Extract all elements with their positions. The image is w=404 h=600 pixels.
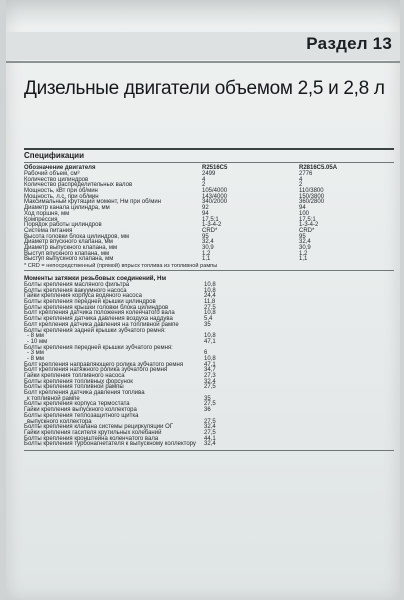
torque-value: 10,8 <box>204 333 216 340</box>
torque-label: Болты крепления задней крышки зубчатого ремня: <box>24 327 166 334</box>
spec-value-1: 17,5:1 <box>202 216 219 223</box>
torque-value: 27,5 <box>204 418 216 425</box>
specifications-table <box>24 148 394 451</box>
spec-label: Количество распределительных валов <box>24 182 133 189</box>
spec-label: Ход поршня, мм <box>24 210 70 217</box>
spec-row <box>24 257 394 263</box>
spec-value-2: 30,9 <box>299 244 311 251</box>
spec-rows <box>24 172 394 263</box>
torque-value: 32,4 <box>204 378 216 385</box>
torque-value: 32,4 <box>204 424 216 431</box>
section-label: Раздел 13 <box>306 34 392 53</box>
spec-value-1: 4 <box>202 176 206 183</box>
torque-value: 27,5 <box>204 429 216 436</box>
spec-label: Высота головки блока цилиндров, мм <box>24 233 130 240</box>
torque-label: Болт крепления натяжного ролика зубчатого ремня <box>24 367 168 374</box>
spec-label: Диаметр канала цилиндра, мм <box>24 205 110 212</box>
torque-heading: Моменты затяжки резьбовых соединений, Нм <box>24 275 167 282</box>
spec-value-2: 1,1 <box>299 256 308 263</box>
section-rule <box>24 270 394 271</box>
spec-value-2: 1-3-4-2 <box>299 222 319 229</box>
torque-label: Болты крепления топливных форсунок <box>24 378 133 385</box>
torque-label: Болт крепления датчика давления на топливной рампе <box>24 321 179 328</box>
torque-value: 27,5 <box>204 401 216 408</box>
torque-label: Болты крепления передней крышки цилиндров <box>24 299 156 306</box>
torque-label: Болты крепления крышки головки блока цилиндров <box>24 304 169 311</box>
torque-label: Болты крепления клапана системы рециркуляции ОГ <box>24 424 174 431</box>
torque-value: 11,8 <box>204 299 216 306</box>
spec-label: Мощность, кВт при об/мин <box>24 188 98 195</box>
spec-value-2: 150/3800 <box>299 193 325 200</box>
torque-value: 10,8 <box>204 310 216 317</box>
spec-value-1: 95 <box>202 233 209 240</box>
spec-value-2: 100 <box>299 210 310 217</box>
spec-label: Количество цилиндров <box>24 176 89 183</box>
torque-label: Болт крепления направляющего ролика зубчатого ремня <box>24 361 184 368</box>
spec-value-2: 2 <box>299 182 303 189</box>
torque-label: Гайки крепления корпуса водяного насоса <box>24 293 142 300</box>
spec-value-2: 360/2800 <box>299 199 325 206</box>
torque-value: 35 <box>204 321 211 328</box>
spec-value-2: 2776 <box>299 171 313 177</box>
heading-rule <box>24 162 394 163</box>
spec-value-2: 1,2 <box>299 250 308 257</box>
spec-value-2: 94 <box>299 205 306 212</box>
torque-value: 10,8 <box>204 287 216 294</box>
torque-label: - 8 мм <box>27 355 44 362</box>
torque-value: 44,1 <box>204 435 216 442</box>
torque-value: 6 <box>204 350 208 357</box>
spec-value-1: 1,2 <box>202 250 211 257</box>
spec-value-2: 32,4 <box>299 239 311 246</box>
torque-value: 47,1 <box>204 361 216 368</box>
torque-value: 36 <box>204 407 211 414</box>
spec-value-1: 105/4000 <box>202 188 228 195</box>
torque-label: - 8 мм <box>27 333 44 340</box>
spec-value-1: CRD* <box>202 227 218 234</box>
torque-value: 32,4 <box>204 441 216 448</box>
table-bottom-rule <box>24 450 394 451</box>
spec-value-1: 143/4000 <box>202 193 228 200</box>
torque-label: выпускного коллектора <box>27 418 92 425</box>
book-page <box>6 0 400 600</box>
spec-label: Диаметр выпускного клапана, мм <box>24 244 118 251</box>
spec-value-2: 17,5:1 <box>299 216 316 223</box>
torque-label: Гайки крепления гасителя крутильных колебаний <box>24 429 162 436</box>
spec-value-1: 94 <box>202 210 209 217</box>
spec-value-2: 4 <box>299 176 303 183</box>
torque-label: Болты крепления передней крышки зубчатого ремня: <box>24 344 173 351</box>
torque-label: Гайки крепления выпускного коллектора <box>24 407 137 414</box>
torque-row <box>24 442 394 448</box>
spec-label: Диаметр впускного клапана, мм <box>24 239 113 246</box>
spec-value-2: 95 <box>299 233 306 240</box>
torque-value: 5,4 <box>204 316 213 323</box>
spec-label: Максимальный крутящий момент, Нм при об/мин <box>24 199 161 206</box>
spec-value-1: 30,9 <box>202 244 214 251</box>
torque-value: 34,7 <box>204 367 216 374</box>
spec-value-1: 2499 <box>202 171 216 177</box>
torque-label: Гайки крепления топливного насоса <box>24 373 125 379</box>
torque-label: к топливной рампе <box>27 395 80 402</box>
torque-label: Болты крепления масляного фильтра <box>24 282 130 288</box>
spec-value-1: 32,4 <box>202 239 214 246</box>
torque-value: 10,8 <box>204 355 216 362</box>
spec-label: Система питания <box>24 227 73 234</box>
torque-label: Болт крепления датчика положения коленчатого вала <box>24 310 175 317</box>
footnote: * CRD = непосредственный (прямой) впрыск топлива из топливной рампы <box>24 263 218 269</box>
torque-label: Болты крепления вакуумного насоса <box>24 287 127 294</box>
torque-label: Болты крепления корпуса термостата <box>24 401 130 408</box>
torque-value: 35 <box>204 395 211 402</box>
torque-label: Болты крепления датчика давления воздуха наддува <box>24 316 173 323</box>
spec-label: Компрессия <box>24 216 58 223</box>
torque-value: 24,4 <box>204 293 216 300</box>
engine-col-2: R2816C5.05A <box>299 165 338 171</box>
torque-value: 27,3 <box>204 373 216 379</box>
spec-value-1: 1-3-4-2 <box>202 222 222 229</box>
spec-value-2: 110/3800 <box>299 188 324 195</box>
spec-value-1: 92 <box>202 205 209 212</box>
engine-col-1: R2516C5 <box>202 165 228 171</box>
torque-value: 27,5 <box>204 304 216 311</box>
torque-rows <box>24 283 394 448</box>
spec-label: Выступ впускного клапана, мм <box>24 250 110 257</box>
spec-label: Выступ выпускного клапана, мм <box>24 256 114 263</box>
torque-label: Болты крепления топливной рампы <box>24 384 124 391</box>
spec-label: Рабочий объем, см³ <box>24 171 80 177</box>
torque-value: 10,8 <box>204 282 216 288</box>
spec-label: Мощность, л.с. при об/мин <box>24 193 99 200</box>
torque-label: Болт крепления датчика давления топлива <box>24 390 145 397</box>
spec-value-1: 340/2000 <box>202 199 228 206</box>
torque-label: - 3 мм <box>27 350 44 357</box>
specifications-heading: Спецификации <box>24 151 85 160</box>
torque-value: 27,5 <box>204 384 216 391</box>
table-top-rule <box>24 148 394 150</box>
header-divider <box>6 61 400 63</box>
torque-label: Болты крепления теплозащитного щитка <box>24 412 139 419</box>
spec-value-1: 1,1 <box>202 256 211 263</box>
torque-value: 47,1 <box>204 338 216 345</box>
page-title: Дизельные двигатели объемом 2,5 и 2,8 л <box>24 78 385 99</box>
spec-value-1: 2 <box>202 182 206 189</box>
previous-page-bleed <box>6 0 400 28</box>
torque-label: Болты крепления турбонагнетателя к выпускному коллектору <box>24 441 196 448</box>
spec-value-2: CRD* <box>299 227 315 234</box>
spec-label: Порядок работы цилиндров <box>24 222 102 229</box>
engine-designation-label: Обозначение двигателя <box>24 165 96 171</box>
torque-label: - 10 мм <box>27 338 48 345</box>
torque-label: Болты крепления кронштейна коленчатого вала <box>24 435 159 442</box>
